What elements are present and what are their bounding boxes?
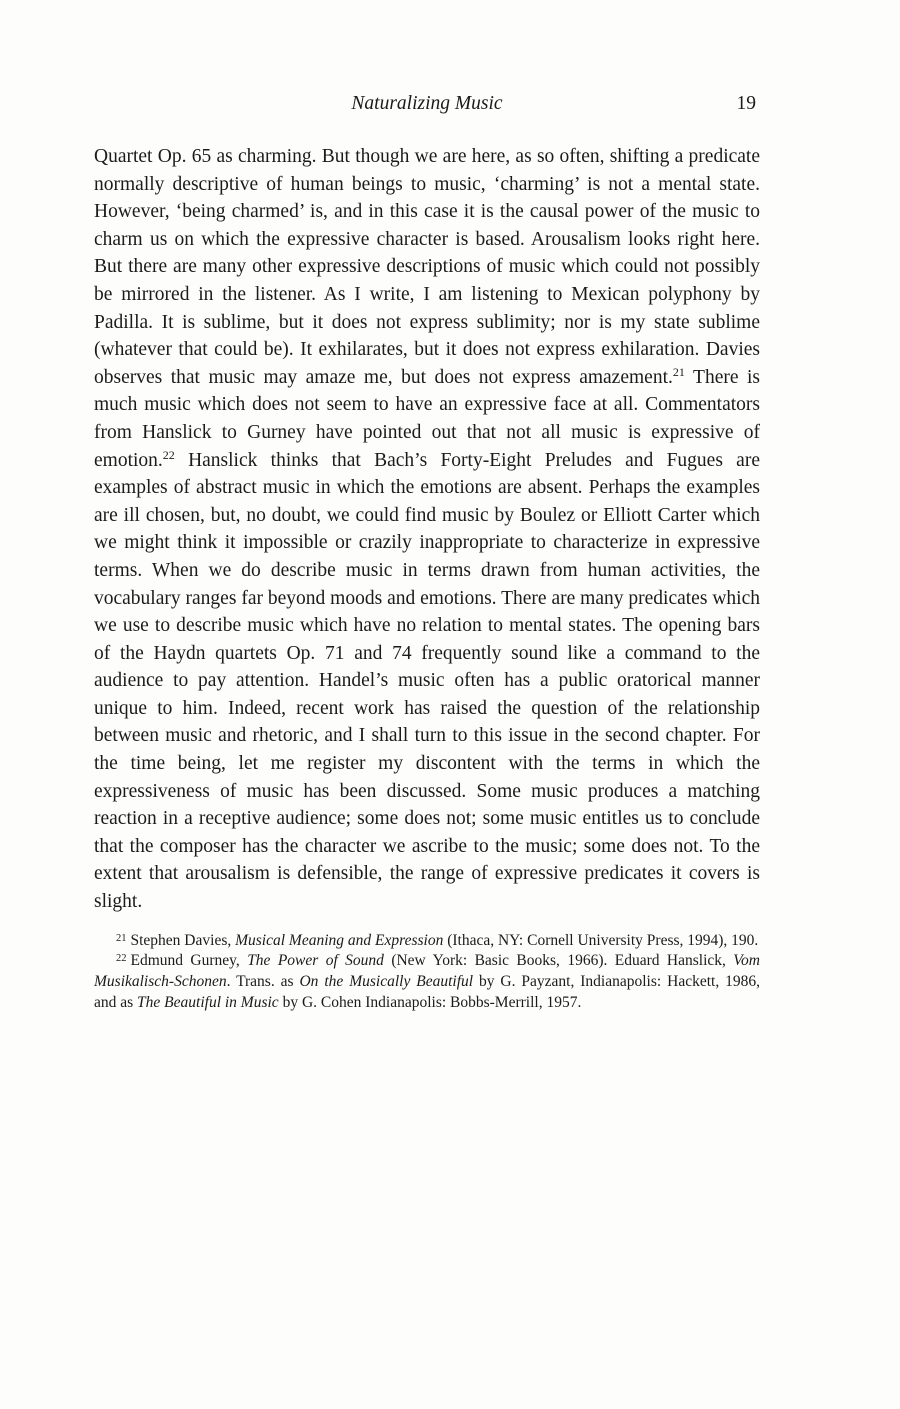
body-text-segment-1: Quartet Op. 65 as charming. But though we are here, as so often, shifting a predicate normally descriptive of human beings to music, ‘charming’ is not a mental state. However, ‘being charmed’ is, and in this case it is the causal power of the music to charm us on which the expressive character is based. Arousalism looks right here. But there are many other expressive descriptions of music which could not possibly be mirrored in the listener. As I write, I am listening to Mexican polyphony by Padilla. It is sublime, but it does not express sublimity; nor is my state sublime (whatever that could be). It exhilarates, but it does not express exhilaration. Davies observes that music may amaze me, but does not express amazement. [94, 146, 760, 388]
footnote-22-text: by G. Cohen Indianapolis: Bobbs-Merrill, 1957. [278, 994, 582, 1012]
body-text-segment-3: Hanslick thinks that Bach’s Forty-Eight Preludes and Fugues are examples of abstract music in which the emotions are absent. Perhaps the examples are ill chosen, but, no doubt, we could find music by Boulez or Elliott Carter which we might think it impossible or crazily inappropriate to characterize in expressive terms. When we do describe music in terms drawn from human activities, the vocabulary ranges far beyond moods and emotions. There are many predicates which we use to describe music which have no relation to mental states. The opening bars of the Haydn quartets Op. 71 and 74 frequently sound like a command to the audience to pay attention. Handel’s music often has a public oratorical manner unique to him. Indeed, recent work has raised the question of the relationship between music and rhetoric, and I shall turn to this issue in the second chapter. For the time being, let me register my discontent with the terms in which the expressiveness of music has been discussed. Some music produces a matching reaction in a receptive audience; some does not; some music entitles us to conclude that the composer has the character we ascribe to the music; some does not. To the extent that arousalism is defensible, the range of expressive predicates it covers is slight. [94, 449, 760, 913]
body-text-segment-2: There is much music which does not seem to have an expressive face at all. Commentators from Hanslick to Gurney have pointed out that not all music is expressive of emotion. [94, 366, 761, 471]
footnote-22 [94, 951, 760, 1013]
footnote-21 [94, 931, 760, 952]
footnote-22-title: On the Musically Beautiful [299, 973, 474, 991]
footnote-marker-22: 22 [116, 953, 127, 965]
footnote-ref-22: 22 [162, 447, 175, 462]
footnote-22-text: . Trans. as [226, 973, 300, 991]
page-number: 19 [736, 93, 756, 114]
footnote-22-title: The Beautiful in Music [137, 994, 279, 1012]
footnote-22-title: Vom Musikalisch-Schonen [94, 952, 760, 991]
footnote-ref-21: 21 [672, 364, 685, 379]
running-header-title: Naturalizing Music [351, 93, 503, 114]
footnote-21-text: Stephen Davies, [130, 931, 236, 949]
running-header [94, 92, 760, 116]
footnotes-section [94, 931, 760, 1014]
footnote-22-text: (New York: Basic Books, 1966). Eduard Hanslick, [383, 952, 734, 970]
footnote-22-text: by G. Payzant, Indianapolis: Hackett, 1986, and as [94, 973, 760, 1012]
footnote-22-title: The Power of Sound [247, 952, 384, 970]
body-paragraph [94, 143, 760, 916]
footnote-21-text: (Ithaca, NY: Cornell University Press, 1994), 190. [443, 931, 759, 949]
footnote-22-text: Edmund Gurney, [130, 952, 248, 970]
footnote-21-title: Musical Meaning and Expression [235, 931, 444, 949]
footnote-marker-21: 21 [116, 932, 127, 944]
